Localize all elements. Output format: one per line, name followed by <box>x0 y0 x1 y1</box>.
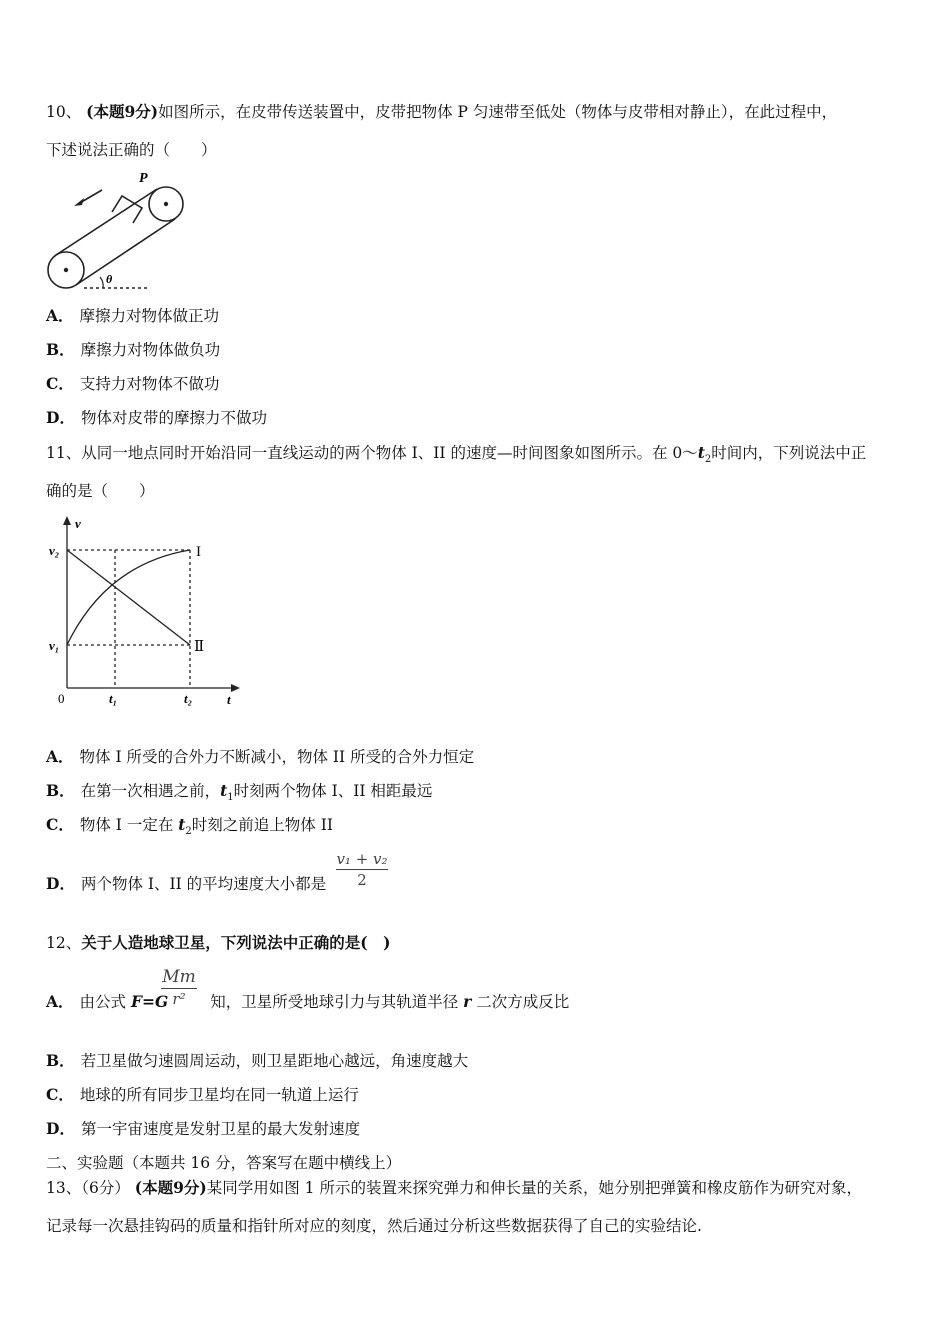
q10-stem-line2: 下述说法正确的（ ） <box>46 141 217 159</box>
q10-option-b <box>46 340 220 360</box>
q11-stem-line1 <box>46 443 866 470</box>
q11-stem1b: 时间内，下列说法中正 <box>711 444 867 462</box>
q12-stem <box>46 933 390 953</box>
q13-number: 13、 <box>46 1179 82 1197</box>
option-text: 第一宇宙速度是发射卫星的最大发射速度 <box>80 1120 360 1138</box>
label-v2: v₂ <box>49 543 60 558</box>
lower-axle <box>64 268 68 272</box>
q13-stem-line2: 记录每一次悬挂钩码的质量和指针所对应的刻度，然后通过分析这些数据获得了自己的实验结论. <box>46 1217 702 1235</box>
option-text: 摩擦力对物体做负功 <box>80 341 221 359</box>
option-letter: D． <box>46 408 75 427</box>
q12-option-b <box>46 1051 468 1071</box>
belt-bottom <box>76 219 175 285</box>
q12-option-d <box>46 1119 360 1139</box>
arrow-head-icon <box>74 198 84 206</box>
fraction-denominator: r² <box>172 990 186 1008</box>
option-text: 物体 I 所受的合外力不断减小，物体 II 所受的合外力恒定 <box>79 748 475 766</box>
fraction-bar <box>336 869 388 870</box>
option-text: 支持力对物体不做功 <box>79 375 220 393</box>
label-t2: t₂ <box>184 691 193 706</box>
label-curve-ii: Ⅱ <box>194 639 205 655</box>
fraction-numerator: v₁ + v₂ <box>336 850 388 868</box>
q11-stem-line2: 确的是（ ） <box>46 482 155 500</box>
belt-top <box>56 189 157 255</box>
fraction-numerator: Mm <box>162 967 196 987</box>
option-letter: C． <box>46 374 74 393</box>
q10-stem-line1 <box>46 102 837 122</box>
option-t-sub: 2 <box>185 826 192 838</box>
label-t1: t₁ <box>109 691 118 706</box>
q10-number: 10、 <box>46 103 82 121</box>
angle-arc <box>100 277 103 288</box>
option-text: 两个物体 I、II 的平均速度大小都是 <box>80 875 327 893</box>
option-text-pre: 在第一次相遇之前， <box>80 782 221 800</box>
q11-option-d <box>46 874 326 894</box>
q11-t: t <box>697 443 705 462</box>
q12-option-a <box>46 992 569 1012</box>
q13-score: （6分） <box>81 1179 130 1197</box>
option-t: t <box>178 815 186 834</box>
q12-stem-text: 关于人造地球卫星，下列说法中正确的是( ) <box>81 933 391 952</box>
q10-option-d <box>46 408 267 428</box>
option-text-tail: 二次方成反比 <box>471 993 570 1011</box>
belt-conveyor-figure <box>44 168 204 294</box>
option-letter: B． <box>46 781 75 800</box>
q13-stem1: 某同学用如图 1 所示的装置来探究弹力和伸长量的关系，她分别把弹簧和橡皮筋作为研究对象， <box>206 1179 862 1197</box>
option-letter: A． <box>46 747 74 766</box>
option-letter: A． <box>46 306 74 325</box>
q10-tag: (本题9分) <box>86 102 159 121</box>
option-text-post: 时刻之前追上物体 II <box>191 816 333 834</box>
q11-option-a <box>46 747 474 767</box>
option-text: 摩擦力对物体做正功 <box>79 307 220 325</box>
q13-stem-line1 <box>46 1178 862 1198</box>
v-axis-arrow-icon <box>63 516 71 525</box>
q11-t-sub: 2 <box>704 454 712 466</box>
fraction-bar <box>161 988 197 989</box>
option-text-pre: 由公式 <box>79 993 131 1011</box>
option-text-post: 知，卫星所受地球引力与其轨道半径 <box>210 993 464 1011</box>
q11-option-b <box>46 781 432 808</box>
upper-axle <box>164 202 168 206</box>
option-text: 若卫星做匀速圆周运动，则卫星距地心越远，角速度越大 <box>80 1052 469 1070</box>
option-text-pre: 物体 I 一定在 <box>79 816 179 834</box>
label-p: P <box>139 171 148 186</box>
option-letter: A． <box>46 992 74 1011</box>
option-text: 物体对皮带的摩擦力不做功 <box>80 409 267 427</box>
option-text-post: 时刻两个物体 I、II 相距最远 <box>233 782 433 800</box>
q10-option-a <box>46 306 219 326</box>
q11-number: 11、 <box>46 444 82 462</box>
option-letter: D． <box>46 874 75 893</box>
option-letter: C． <box>46 815 74 834</box>
gravitation-fraction <box>161 967 197 1008</box>
line-ii <box>67 550 190 645</box>
q11-stem1a: 从同一地点同时开始沿同一直线运动的两个物体 I、II 的速度—时间图象如图所示。在 0～ <box>81 444 698 462</box>
label-v: v <box>75 516 81 531</box>
option-text: 地球的所有同步卫星均在同一轨道上运行 <box>79 1086 359 1104</box>
symbol-r: r <box>463 992 472 1011</box>
option-t: t <box>220 781 228 800</box>
option-letter: D． <box>46 1119 75 1138</box>
option-letter: C． <box>46 1085 74 1104</box>
label-t: t <box>227 692 231 707</box>
label-theta: θ <box>106 272 113 286</box>
q10-stem1: 如图所示，在皮带传送装置中，皮带把物体 P 匀速带至低处（物体与皮带相对静止），在此过程中， <box>158 103 838 121</box>
formula-fg: F=G <box>130 992 169 1011</box>
average-velocity-fraction <box>336 850 388 889</box>
label-curve-i: I <box>196 544 201 560</box>
q12-number: 12、 <box>46 934 82 952</box>
option-letter: B． <box>46 340 75 359</box>
velocity-time-graph <box>46 514 246 710</box>
q12-option-c <box>46 1085 359 1105</box>
label-origin: 0 <box>58 691 65 706</box>
option-letter: B． <box>46 1051 75 1070</box>
q11-option-c <box>46 815 333 842</box>
q10-option-c <box>46 374 219 394</box>
section2-title: 二、实验题（本题共 16 分，答案写在题中横线上） <box>46 1154 402 1172</box>
q13-tag: (本题9分) <box>134 1178 207 1197</box>
t-axis-arrow-icon <box>231 684 240 692</box>
option-t-sub: 1 <box>227 792 234 804</box>
fraction-denominator: 2 <box>357 871 367 889</box>
label-v1: v₁ <box>49 638 60 653</box>
